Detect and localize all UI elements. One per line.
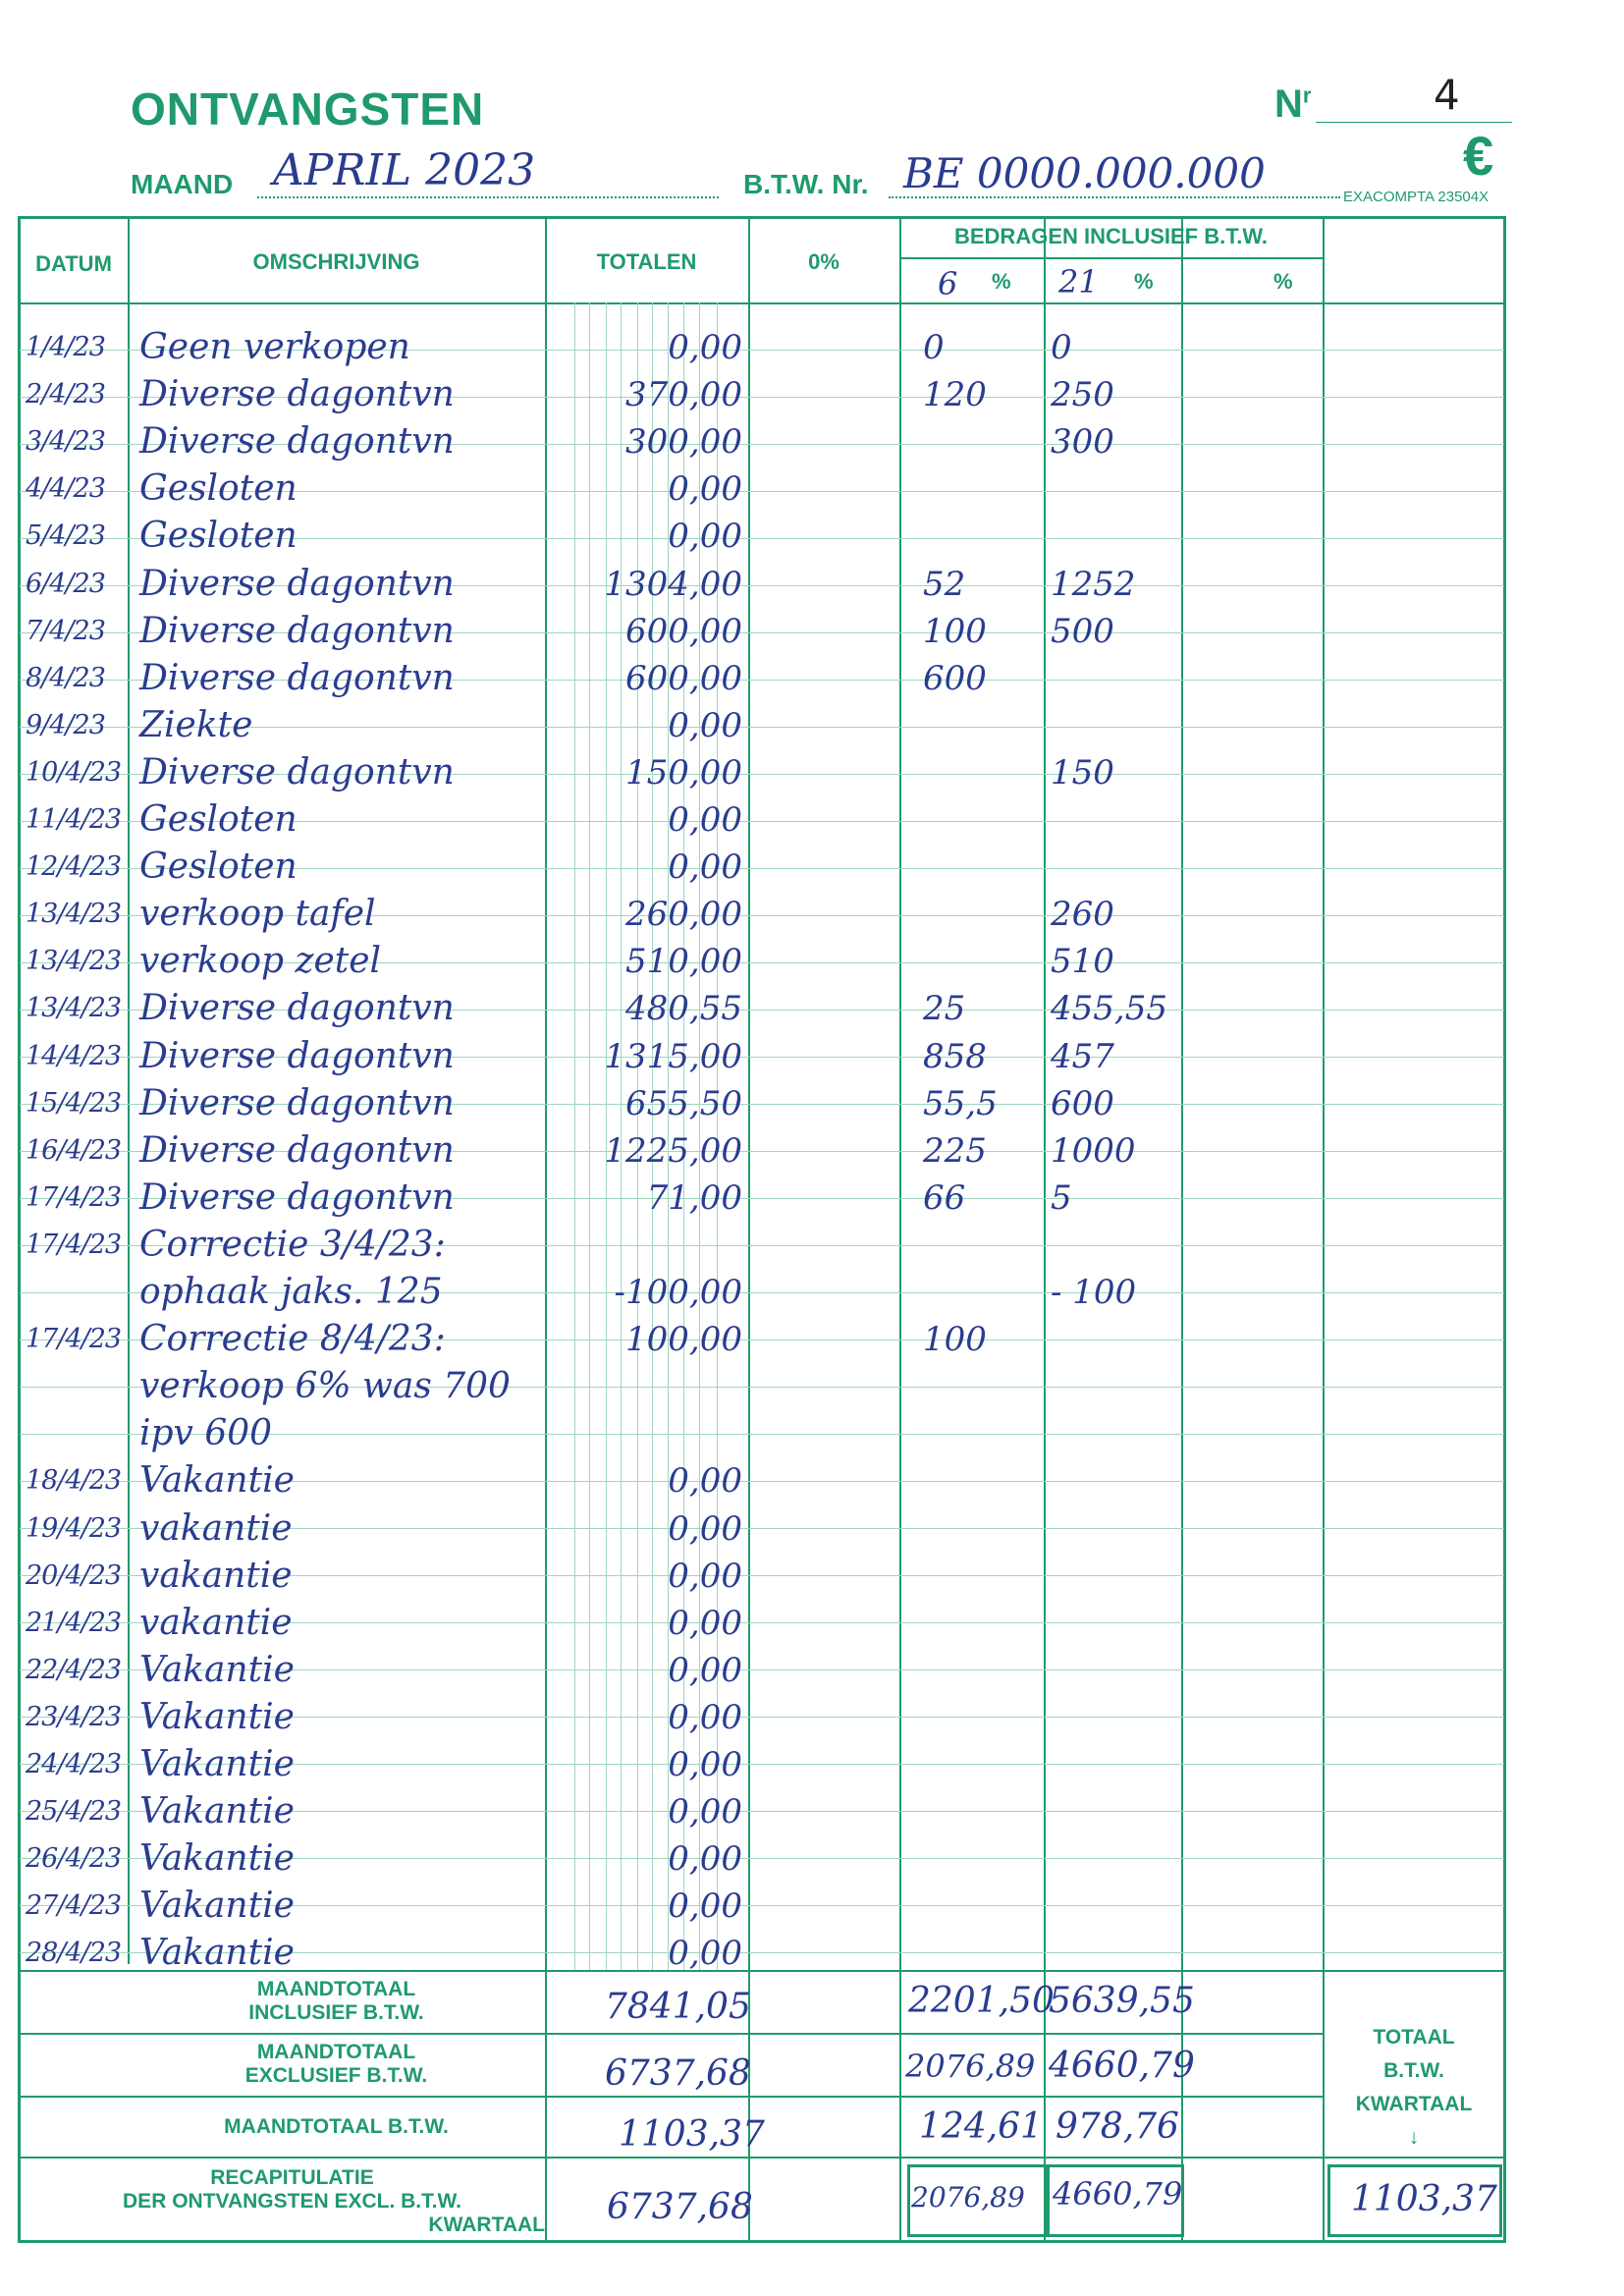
row-amount-21: 300 [1051, 422, 1114, 462]
row-description: verkoop 6% was 700 [139, 1366, 511, 1406]
row-amount-21: 250 [1051, 375, 1114, 414]
row-description: ipv 600 [139, 1413, 273, 1453]
table-row [0, 1647, 1624, 1694]
row-description: Diverse dagontvn [139, 658, 455, 698]
table-row [0, 891, 1624, 938]
row-total: 0,00 [668, 706, 742, 745]
row-total: 260,00 [625, 895, 742, 934]
row-amount-21: 1252 [1051, 565, 1136, 604]
row-date: 21/4/23 [26, 1608, 122, 1638]
row-description: Diverse dagontvn [139, 1130, 455, 1171]
table-row [0, 1316, 1624, 1363]
btw-label: MAANDTOTAAL B.T.W. [224, 2115, 449, 2138]
table-row [0, 513, 1624, 560]
recap-label-line3: KWARTAAL [428, 2214, 545, 2236]
excl-total: 6737,68 [605, 2053, 751, 2094]
incl-21: 5639,55 [1049, 1981, 1195, 2021]
month-value: APRIL 2023 [273, 145, 536, 195]
row-amount-6: 858 [923, 1037, 987, 1076]
row-description: verkoop zetel [139, 941, 382, 981]
row-date: 17/4/23 [26, 1230, 122, 1260]
table-row [0, 844, 1624, 891]
row-description: Ziekte [139, 705, 253, 745]
table-row [0, 1741, 1624, 1788]
euro-icon: € [1463, 125, 1494, 187]
number-underline [1316, 122, 1512, 123]
table-row [0, 1410, 1624, 1457]
row-description: Diverse dagontvn [139, 611, 455, 651]
vat-value: BE 0000.000.000 [903, 149, 1266, 197]
row-amount-21: 150 [1051, 753, 1114, 793]
row-total: -100,00 [614, 1273, 742, 1312]
col-description-header: OMSCHRIJVING [252, 249, 420, 274]
row-description: Gesloten [139, 799, 298, 840]
row-description: Diverse dagontvn [139, 988, 455, 1028]
row-date: 13/4/23 [26, 993, 122, 1023]
row-amount-6: 100 [923, 612, 987, 651]
row-date: 6/4/23 [26, 569, 105, 599]
row-total: 71,00 [646, 1178, 742, 1218]
row-date: 27/4/23 [26, 1890, 122, 1921]
row-description: verkoop tafel [139, 894, 376, 934]
row-date: 3/4/23 [26, 426, 105, 457]
table-row [0, 1175, 1624, 1222]
month-label: MAAND [131, 169, 234, 199]
btw-21: 978,76 [1056, 2106, 1179, 2147]
row-description: Diverse dagontvn [139, 1036, 455, 1076]
amounts-header-divider [899, 257, 1323, 259]
row-amount-6: 120 [923, 375, 987, 414]
table-row [0, 1694, 1624, 1741]
row-date: 22/4/23 [26, 1655, 122, 1685]
table-row [0, 1080, 1624, 1127]
month-dotline [257, 196, 719, 198]
recap-label-line2: DER ONTVANGSTEN EXCL. B.T.W. [123, 2190, 461, 2213]
table-row [0, 1883, 1624, 1930]
row-description: Gesloten [139, 516, 298, 556]
number-value: 4 [1434, 71, 1460, 119]
row-date: 7/4/23 [26, 616, 105, 646]
row-description: Diverse dagontvn [139, 374, 455, 414]
incl-label-line2: INCLUSIEF B.T.W. [248, 2001, 424, 2024]
row-description: vakantie [139, 1603, 293, 1643]
col-zero-header: 0% [808, 249, 839, 274]
btw-6: 124,61 [919, 2106, 1043, 2147]
row-description: Diverse dagontvn [139, 1083, 455, 1123]
rate1-pct-sign: % [992, 269, 1011, 294]
row-amount-6: 600 [923, 659, 987, 698]
row-total: 1225,00 [604, 1131, 742, 1171]
row-amount-6: 66 [923, 1178, 966, 1218]
btw-total: 1103,37 [619, 2114, 765, 2155]
table-row [0, 749, 1624, 796]
row-date: 24/4/23 [26, 1749, 122, 1779]
row-date: 19/4/23 [26, 1513, 122, 1544]
row-amount-6: 0 [923, 328, 945, 367]
row-amount-21: 600 [1051, 1084, 1114, 1123]
row-description: Vakantie [139, 1933, 295, 1973]
vat-label: B.T.W. Nr. [743, 169, 869, 199]
row-date: 18/4/23 [26, 1465, 122, 1496]
row-description: Diverse dagontvn [139, 752, 455, 793]
row-date: 16/4/23 [26, 1135, 122, 1166]
row-description: Vakantie [139, 1791, 295, 1831]
row-description: Vakantie [139, 1697, 295, 1737]
table-row [0, 1505, 1624, 1553]
table-row [0, 324, 1624, 371]
row-total: 0,00 [668, 1557, 742, 1596]
row-description: Vakantie [139, 1838, 295, 1879]
row-total: 0,00 [668, 517, 742, 556]
vat-dotline [889, 196, 1340, 198]
row-description: vakantie [139, 1556, 293, 1596]
table-row [0, 1127, 1624, 1175]
table-row [0, 985, 1624, 1032]
number-label-text: N [1274, 82, 1303, 126]
row-total: 0,00 [668, 800, 742, 840]
row-amount-21: 0 [1051, 328, 1072, 367]
quarter-label [1326, 2021, 1502, 2155]
table-row [0, 1553, 1624, 1600]
row-amount-21: 5 [1051, 1178, 1072, 1218]
row-amount-21: 1000 [1051, 1131, 1136, 1171]
row-description: Diverse dagontvn [139, 421, 455, 462]
quarter-label-line1: TOTAAL [1373, 2026, 1455, 2049]
row-total: 0,00 [668, 1745, 742, 1784]
table-row [0, 561, 1624, 608]
row-total: 0,00 [668, 1839, 742, 1879]
table-row [0, 1788, 1624, 1835]
page-title: ONTVANGSTEN [131, 83, 485, 135]
rate1-value: 6 [938, 265, 958, 302]
row-description: Correctie 8/4/23: [139, 1319, 446, 1359]
row-date: 8/4/23 [26, 663, 105, 693]
row-date: 10/4/23 [26, 757, 122, 788]
recap-6: 2076,89 [911, 2181, 1025, 2214]
table-row [0, 1835, 1624, 1883]
row-description: Gesloten [139, 847, 298, 887]
row-description: Diverse dagontvn [139, 564, 455, 604]
row-total: 1315,00 [604, 1037, 742, 1076]
row-amount-6: 225 [923, 1131, 987, 1171]
table-row [0, 938, 1624, 985]
row-total: 600,00 [625, 612, 742, 651]
incl-6: 2201,50 [908, 1981, 1055, 2021]
row-description: Gesloten [139, 468, 298, 509]
table-row [0, 796, 1624, 844]
quarter-arrow-icon: ↓ [1408, 2126, 1420, 2149]
row-date: 28/4/23 [26, 1938, 122, 1968]
table-row [0, 1033, 1624, 1080]
excl-label [128, 2041, 545, 2088]
quarter-label-line2: B.T.W. [1383, 2059, 1444, 2082]
table-row [0, 1600, 1624, 1647]
row-date: 12/4/23 [26, 851, 122, 882]
row-total: 300,00 [625, 422, 742, 462]
table-row [0, 655, 1624, 702]
row-date: 14/4/23 [26, 1041, 122, 1071]
incl-label-line1: MAANDTOTAAL [256, 1978, 416, 2000]
row-total: 100,00 [625, 1320, 742, 1359]
row-description: Vakantie [139, 1650, 295, 1690]
row-total: 0,00 [668, 1934, 742, 1973]
row-date: 13/4/23 [26, 946, 122, 976]
row-amount-21: 510 [1051, 942, 1114, 981]
row-date: 15/4/23 [26, 1088, 122, 1119]
recap-label [39, 2166, 545, 2237]
row-total: 510,00 [625, 942, 742, 981]
footer-top-line [18, 1970, 1506, 1972]
table-row [0, 371, 1624, 418]
row-amount-21: 457 [1051, 1037, 1114, 1076]
row-total: 480,55 [625, 989, 742, 1028]
excl-6: 2076,89 [905, 2048, 1036, 2085]
row-total: 0,00 [668, 1792, 742, 1831]
row-total: 0,00 [668, 1461, 742, 1501]
row-total: 0,00 [668, 847, 742, 887]
recap-21: 4660,79 [1053, 2175, 1183, 2213]
row-total: 150,00 [625, 753, 742, 793]
row-description: ophaak jaks. 125 [139, 1272, 443, 1312]
row-date: 17/4/23 [26, 1324, 122, 1354]
row-total: 370,00 [625, 375, 742, 414]
col-amounts-header: BEDRAGEN INCLUSIEF B.T.W. [953, 224, 1268, 248]
row-description: Geen verkopen [139, 327, 410, 367]
row-description: Vakantie [139, 1744, 295, 1784]
excl-21: 4660,79 [1049, 2046, 1195, 2086]
row-description: Diverse dagontvn [139, 1177, 455, 1218]
quarter-label-line3: KWARTAAL [1355, 2093, 1473, 2115]
row-total: 0,00 [668, 1698, 742, 1737]
table-row [0, 465, 1624, 513]
col-date-header: DATUM [35, 251, 112, 276]
row-date: 20/4/23 [26, 1560, 122, 1591]
row-amount-21: 455,55 [1051, 989, 1167, 1028]
table-row [0, 608, 1624, 655]
incl-total: 7841,05 [605, 1987, 751, 2027]
row-date: 13/4/23 [26, 899, 122, 929]
row-date: 17/4/23 [26, 1182, 122, 1213]
table-row [0, 702, 1624, 749]
row-date: 5/4/23 [26, 520, 105, 551]
table-row [0, 1269, 1624, 1316]
table-row [0, 1457, 1624, 1504]
rate2-pct-sign: % [1134, 269, 1154, 294]
row-amount-21: - 100 [1051, 1273, 1137, 1312]
excl-label-line2: EXCLUSIEF B.T.W. [244, 2064, 428, 2087]
row-total: 0,00 [668, 1886, 742, 1926]
row-total: 0,00 [668, 1604, 742, 1643]
row-description: vakantie [139, 1508, 293, 1549]
row-date: 4/4/23 [26, 473, 105, 504]
row-description: Vakantie [139, 1460, 295, 1501]
row-total: 600,00 [625, 659, 742, 698]
row-date: 9/4/23 [26, 710, 105, 740]
row-description: Correctie 3/4/23: [139, 1225, 446, 1265]
row-total: 0,00 [668, 328, 742, 367]
row-amount-6: 52 [923, 565, 966, 604]
table-row [0, 1363, 1624, 1410]
row-total: 0,00 [668, 1509, 742, 1549]
row-total: 0,00 [668, 469, 742, 509]
table-row [0, 418, 1624, 465]
row-date: 2/4/23 [26, 379, 105, 410]
form-code: EXACOMPTA 23504X [1343, 189, 1489, 205]
row-total: 655,50 [625, 1084, 742, 1123]
row-amount-6: 55,5 [923, 1084, 998, 1123]
row-amount-6: 100 [923, 1320, 987, 1359]
row-date: 1/4/23 [26, 332, 105, 362]
row-amount-21: 260 [1051, 895, 1114, 934]
row-date: 23/4/23 [26, 1702, 122, 1732]
recap-total: 6737,68 [607, 2187, 753, 2227]
row-amount-21: 500 [1051, 612, 1114, 651]
row-amount-6: 25 [923, 989, 966, 1028]
number-label-sup: r [1302, 82, 1312, 108]
rate2-value: 21 [1058, 263, 1099, 301]
row-total: 1304,00 [604, 565, 742, 604]
table-row [0, 1222, 1624, 1269]
incl-label [128, 1978, 545, 2025]
number-label [1274, 82, 1311, 127]
row-date: 11/4/23 [26, 804, 122, 835]
row-description: Vakantie [139, 1886, 295, 1926]
row-date: 26/4/23 [26, 1843, 122, 1874]
quarter-value: 1103,37 [1351, 2179, 1497, 2219]
row-date: 25/4/23 [26, 1796, 122, 1827]
recap-label-line1: RECAPITULATIE [210, 2166, 374, 2189]
header-bottom-line [18, 302, 1506, 304]
footer-line-1 [18, 2033, 1323, 2035]
excl-label-line1: MAANDTOTAAL [256, 2041, 416, 2063]
col-totals-header: TOTALEN [596, 249, 697, 274]
rate3-pct-sign: % [1273, 269, 1293, 294]
row-total: 0,00 [668, 1651, 742, 1690]
